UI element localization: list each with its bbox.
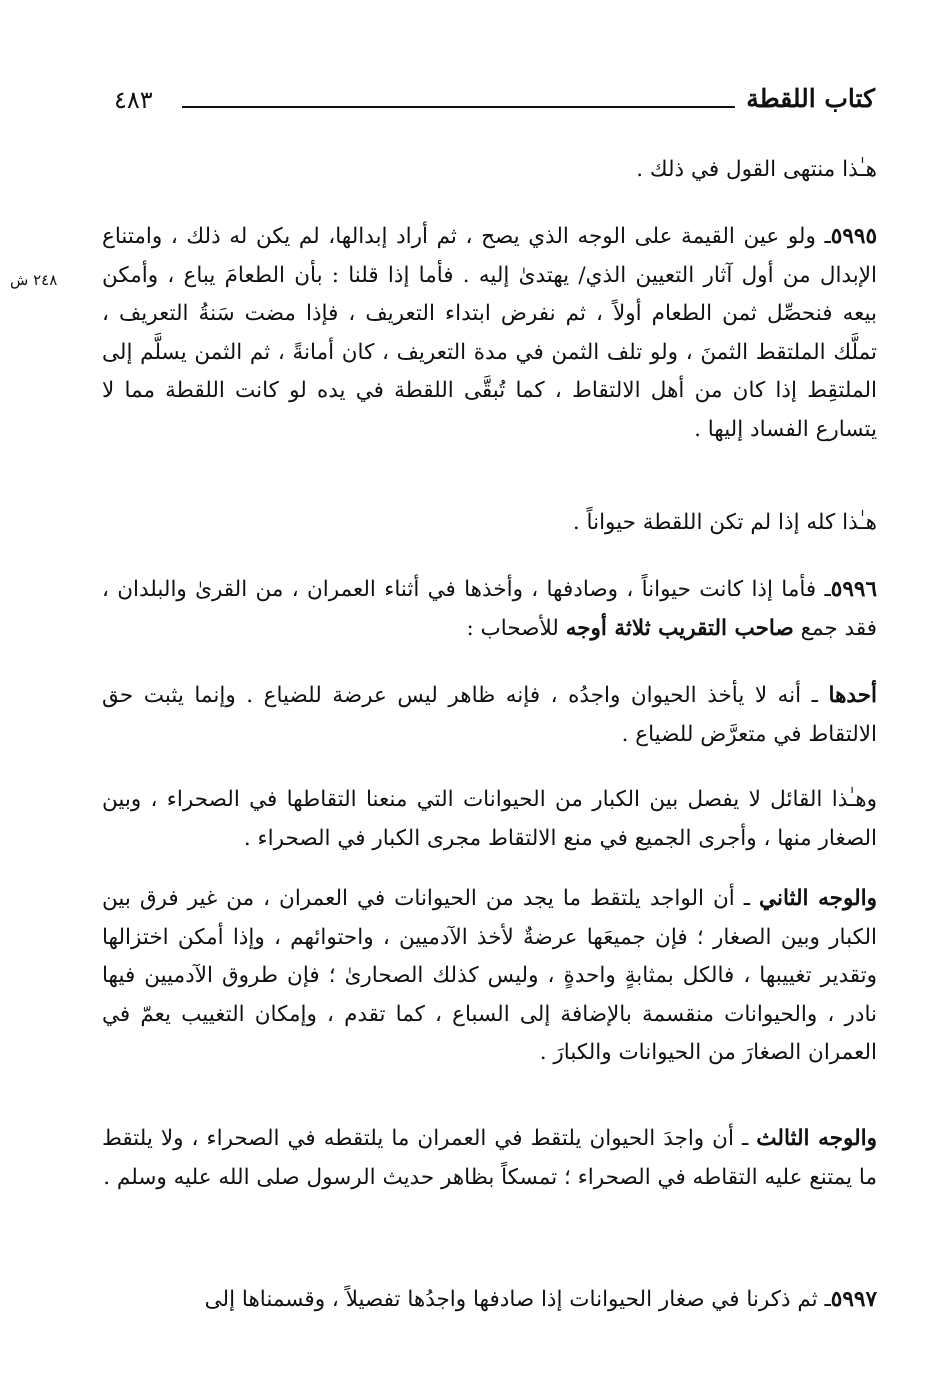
paragraph-1 — [102, 151, 877, 190]
paragraph-text: وهـٰذا القائل لا يفصل بين الكبار من الحيوانات التي منعنا التقاطها في الصحراء ، وبين الصغار منها ، وأجرى الجميع في منع الالتقاط مجرى الكبار في الصحراء . — [102, 787, 877, 851]
paragraph-text: ـ أن واجدَ الحيوان يلتقط في العمران ما يلتقطه في الصحراء ، ولا يلتقط ما يمتنع عليه التقاطه في الصحراء ؛ تمسكاً بظاهر حديث الرسول صلى الله عليه وسلم . — [102, 1126, 877, 1190]
header-rule — [182, 106, 735, 108]
paragraph-5995: ٥٩٩٥ـ ولو عين القيمة على الوجه الذي يصح ، ثم أراد إبدالها، لم يكن له ذلك ، وامتناع الإبدال من أول آثار التعيين الذي/ يهتدىٰ إليه . فأما إذا قلنا : بأن الطعامَ يباع ، وأمكن بيعه فنحصِّل ثمن الطعام أولاً ، ثم نفرض ابتداء التعريف ، فإذا مضت سَنةُ التعريف ، تملَّك الملتقط الثمنَ ، ولو تلف الثمن في مدة التعريف ، كان أمانةً ، ثم الثمن يسلَّم إلى الملتقِط إذا كان من أهل الالتقاط ، كما تُبقَّى اللقطة في يده لو كانت اللقطة مما لا يتسارع الفساد إليها . — [102, 224, 877, 442]
paragraph-6 — [102, 781, 877, 858]
paragraph-text: هـٰذا منتهى القول في ذلك . — [636, 157, 877, 182]
page-number: ٤٨٣ — [114, 86, 153, 114]
paragraph-second-view — [102, 880, 877, 1073]
chapter-title: كتاب اللقطة — [746, 84, 875, 113]
paragraph-third-view — [102, 1120, 877, 1197]
paragraph-5997: ٥٩٩٧ـ ثم ذكرنا في صغار الحيوانات إذا صادفها واجدُها تفصيلاً ، وقسمناها إلى — [204, 1287, 877, 1312]
paragraph-lead: والوجه الثاني — [759, 886, 877, 911]
paragraph-number: ٥٩٩٥ — [830, 224, 877, 249]
paragraph-number: ٥٩٩٧ — [830, 1287, 877, 1312]
paragraph-number: ٥٩٩٦ — [830, 577, 877, 602]
paragraph-text: ولو عين القيمة على الوجه الذي يصح ، ثم أراد إبدالها، لم يكن له ذلك ، وامتناع الإبدال من أول آثار التعيين الذي/ يهتدىٰ إليه . فأما إذا قلنا : بأن الطعامَ يباع ، وأمكن بيعه فنحصِّل ثمن الطعام أولاً ، ثم نفرض ابتداء التعريف ، فإذا مضت سَنةُ التعريف ، تملَّك الملتقط الثمنَ ، ولو تلف الثمن في مدة التعريف ، كان أمانةً ، ثم الثمن يسلَّم إلى الملتقِط إذا كان من أهل الالتقاط ، كما تُبقَّى اللقطة في يده لو كانت اللقطة مما لا يتسارع الفساد إليها . — [102, 224, 877, 442]
page-header — [100, 84, 875, 124]
paragraph-5996: ٥٩٩٦ـ فأما إذا كانت حيواناً ، وصادفها ، وأخذها في أثناء العمران ، من القرىٰ والبلدان ، فقد جمع صاحب التقريب ثلاثة أوجه للأصحاب : — [102, 577, 877, 641]
paragraph-bold-text: صاحب التقريب ثلاثة أوجه — [565, 615, 794, 641]
paragraph-lead: والوجه الثالث — [756, 1126, 877, 1151]
paragraph-text: هـٰذا كله إذا لم تكن اللقطة حيواناً . — [572, 510, 877, 535]
paragraph-text: ـ أنه لا يأخذ الحيوان واجدُه ، فإنه ظاهر ليس عرضة للضياع . وإنما يثبت حق الالتقاط في متعرَّض للضياع . — [102, 683, 877, 747]
margin-note: ٢٤٨ ش — [10, 271, 58, 289]
paragraph-text-after: للأصحاب : — [466, 615, 559, 641]
paragraph-text: ثم ذكرنا في صغار الحيوانات إذا صادفها واجدُها تفصيلاً ، وقسمناها إلى — [204, 1287, 818, 1312]
paragraph-text: ـ أن الواجد يلتقط ما يجد من الحيوانات في العمران ، من غير فرق بين الكبار وبين الصغار ؛ فإن جميعَها عرضةٌ لأخذ الآدميين ، واحتوائهم ، وإذا أمكن اختزالها وتقدير تغييبها ، فالكل بمثابةٍ واحدةٍ ، وليس كذلك الصحارىٰ ؛ فإن طروق الآدميين فيها نادر ، والحيوانات منقسمة بالإضافة إلى السباع ، كما تقدم ، وإمكان التغييب يعمّ في العمران الصغارَ من الحيوانات والكبارَ . — [102, 886, 877, 1065]
paragraph-text: فأما إذا كانت حيواناً ، وصادفها ، وأخذها في أثناء العمران ، من القرىٰ والبلدان ، فقد جمع — [102, 577, 877, 641]
paragraph-lead: أحدها — [828, 683, 877, 708]
paragraph-3 — [102, 504, 877, 543]
paragraph-first-view — [102, 677, 877, 754]
